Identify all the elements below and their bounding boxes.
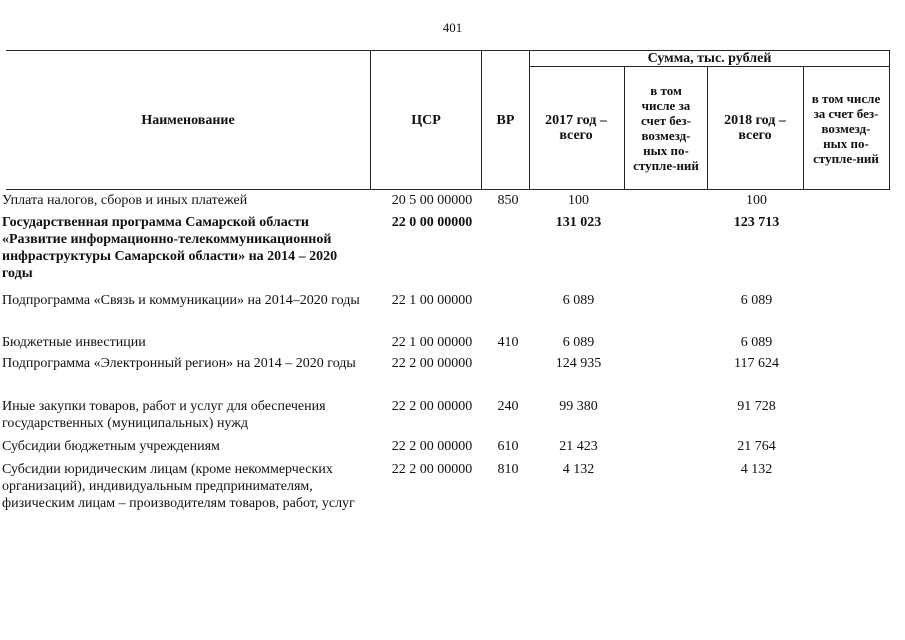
row-sum-2017: 21 423 (559, 439, 598, 454)
header-divider-5 (707, 66, 708, 190)
page-number: 401 (442, 20, 463, 35)
row-csr: 22 1 00 00000 (391, 293, 473, 308)
header-divider-6 (803, 66, 804, 190)
row-csr: 22 2 00 00000 (391, 462, 473, 477)
table-row (0, 459, 905, 539)
row-name: Подпрограмма «Связь и коммуникации» на 2014–2020 годы (2, 293, 360, 308)
row-sum-2017: 99 380 (559, 399, 598, 414)
table-row (0, 290, 905, 332)
header-2017-total: 2017 год – всего (545, 113, 607, 143)
row-vr: 410 (497, 335, 519, 350)
row-sum-2018: 100 (746, 193, 767, 208)
row-sum-2017: 100 (568, 193, 589, 208)
row-sum-2018: 91 728 (737, 399, 776, 414)
row-csr: 22 2 00 00000 (391, 399, 473, 414)
row-csr: 20 5 00 00000 (391, 193, 473, 208)
row-vr: 810 (497, 462, 519, 477)
table-row (0, 396, 905, 436)
row-csr: 22 1 00 00000 (391, 335, 473, 350)
row-sum-2017: 4 132 (562, 462, 595, 477)
header-divider-3 (529, 50, 530, 190)
header-2017-free: в том числе за счет без-возмезд-ных по-ступле-ний (633, 83, 699, 173)
row-sum-2018: 21 764 (737, 439, 776, 454)
header-sum-group: Сумма, тыс. рублей (647, 50, 772, 66)
row-vr: 850 (497, 193, 519, 208)
header-csr: ЦСР (411, 112, 441, 128)
row-csr: 22 2 00 00000 (391, 356, 473, 371)
row-vr: 240 (497, 399, 519, 414)
row-sum-2017: 124 935 (555, 356, 602, 371)
row-name: Подпрограмма «Электронный регион» на 2014 – 2020 годы (2, 356, 356, 371)
row-csr: 22 2 00 00000 (391, 439, 473, 454)
table-body (0, 190, 905, 539)
row-sum-2018: 123 713 (733, 215, 780, 230)
header-name: Наименование (141, 112, 235, 128)
row-sum-2017: 131 023 (555, 215, 602, 230)
table-row (0, 212, 905, 290)
row-csr: 22 0 00 00000 (391, 215, 473, 230)
row-sum-2018: 6 089 (740, 293, 773, 308)
table-header (6, 50, 890, 190)
row-name: Уплата налогов, сборов и иных платежей (2, 193, 248, 208)
table-row (0, 190, 905, 212)
row-name: Государственная программа Самарской области «Развитие информационно-телекоммуникационной инфраструктуры Самарской области» на 2014 – 2020 годы (2, 215, 338, 281)
header-2018-free: в том числе за счет без-возмезд-ных по-ступле-ний (811, 90, 881, 166)
header-vr: ВР (496, 112, 515, 128)
row-name: Иные закупки товаров, работ и услуг для обеспечения государственных (муниципальных) нужд (2, 399, 326, 431)
table-row (0, 332, 905, 353)
table-row (0, 436, 905, 459)
row-name: Субсидии юридическим лицам (кроме некоммерческих организаций), индивидуальным предпринимателям, физическим лицам – производителям товаров, работ, услуг (2, 462, 355, 511)
row-sum-2018: 6 089 (740, 335, 773, 350)
row-sum-2017: 6 089 (562, 335, 595, 350)
header-divider-4 (624, 66, 625, 190)
table-row (0, 353, 905, 396)
header-2018-total: 2018 год – всего (724, 113, 786, 143)
row-sum-2018: 4 132 (740, 462, 773, 477)
row-sum-2017: 6 089 (562, 293, 595, 308)
row-name: Бюджетные инвестиции (2, 335, 146, 350)
row-name: Субсидии бюджетным учреждениям (2, 439, 220, 454)
header-right-border (889, 50, 890, 190)
row-sum-2018: 117 624 (734, 356, 779, 371)
row-vr: 610 (497, 439, 519, 454)
